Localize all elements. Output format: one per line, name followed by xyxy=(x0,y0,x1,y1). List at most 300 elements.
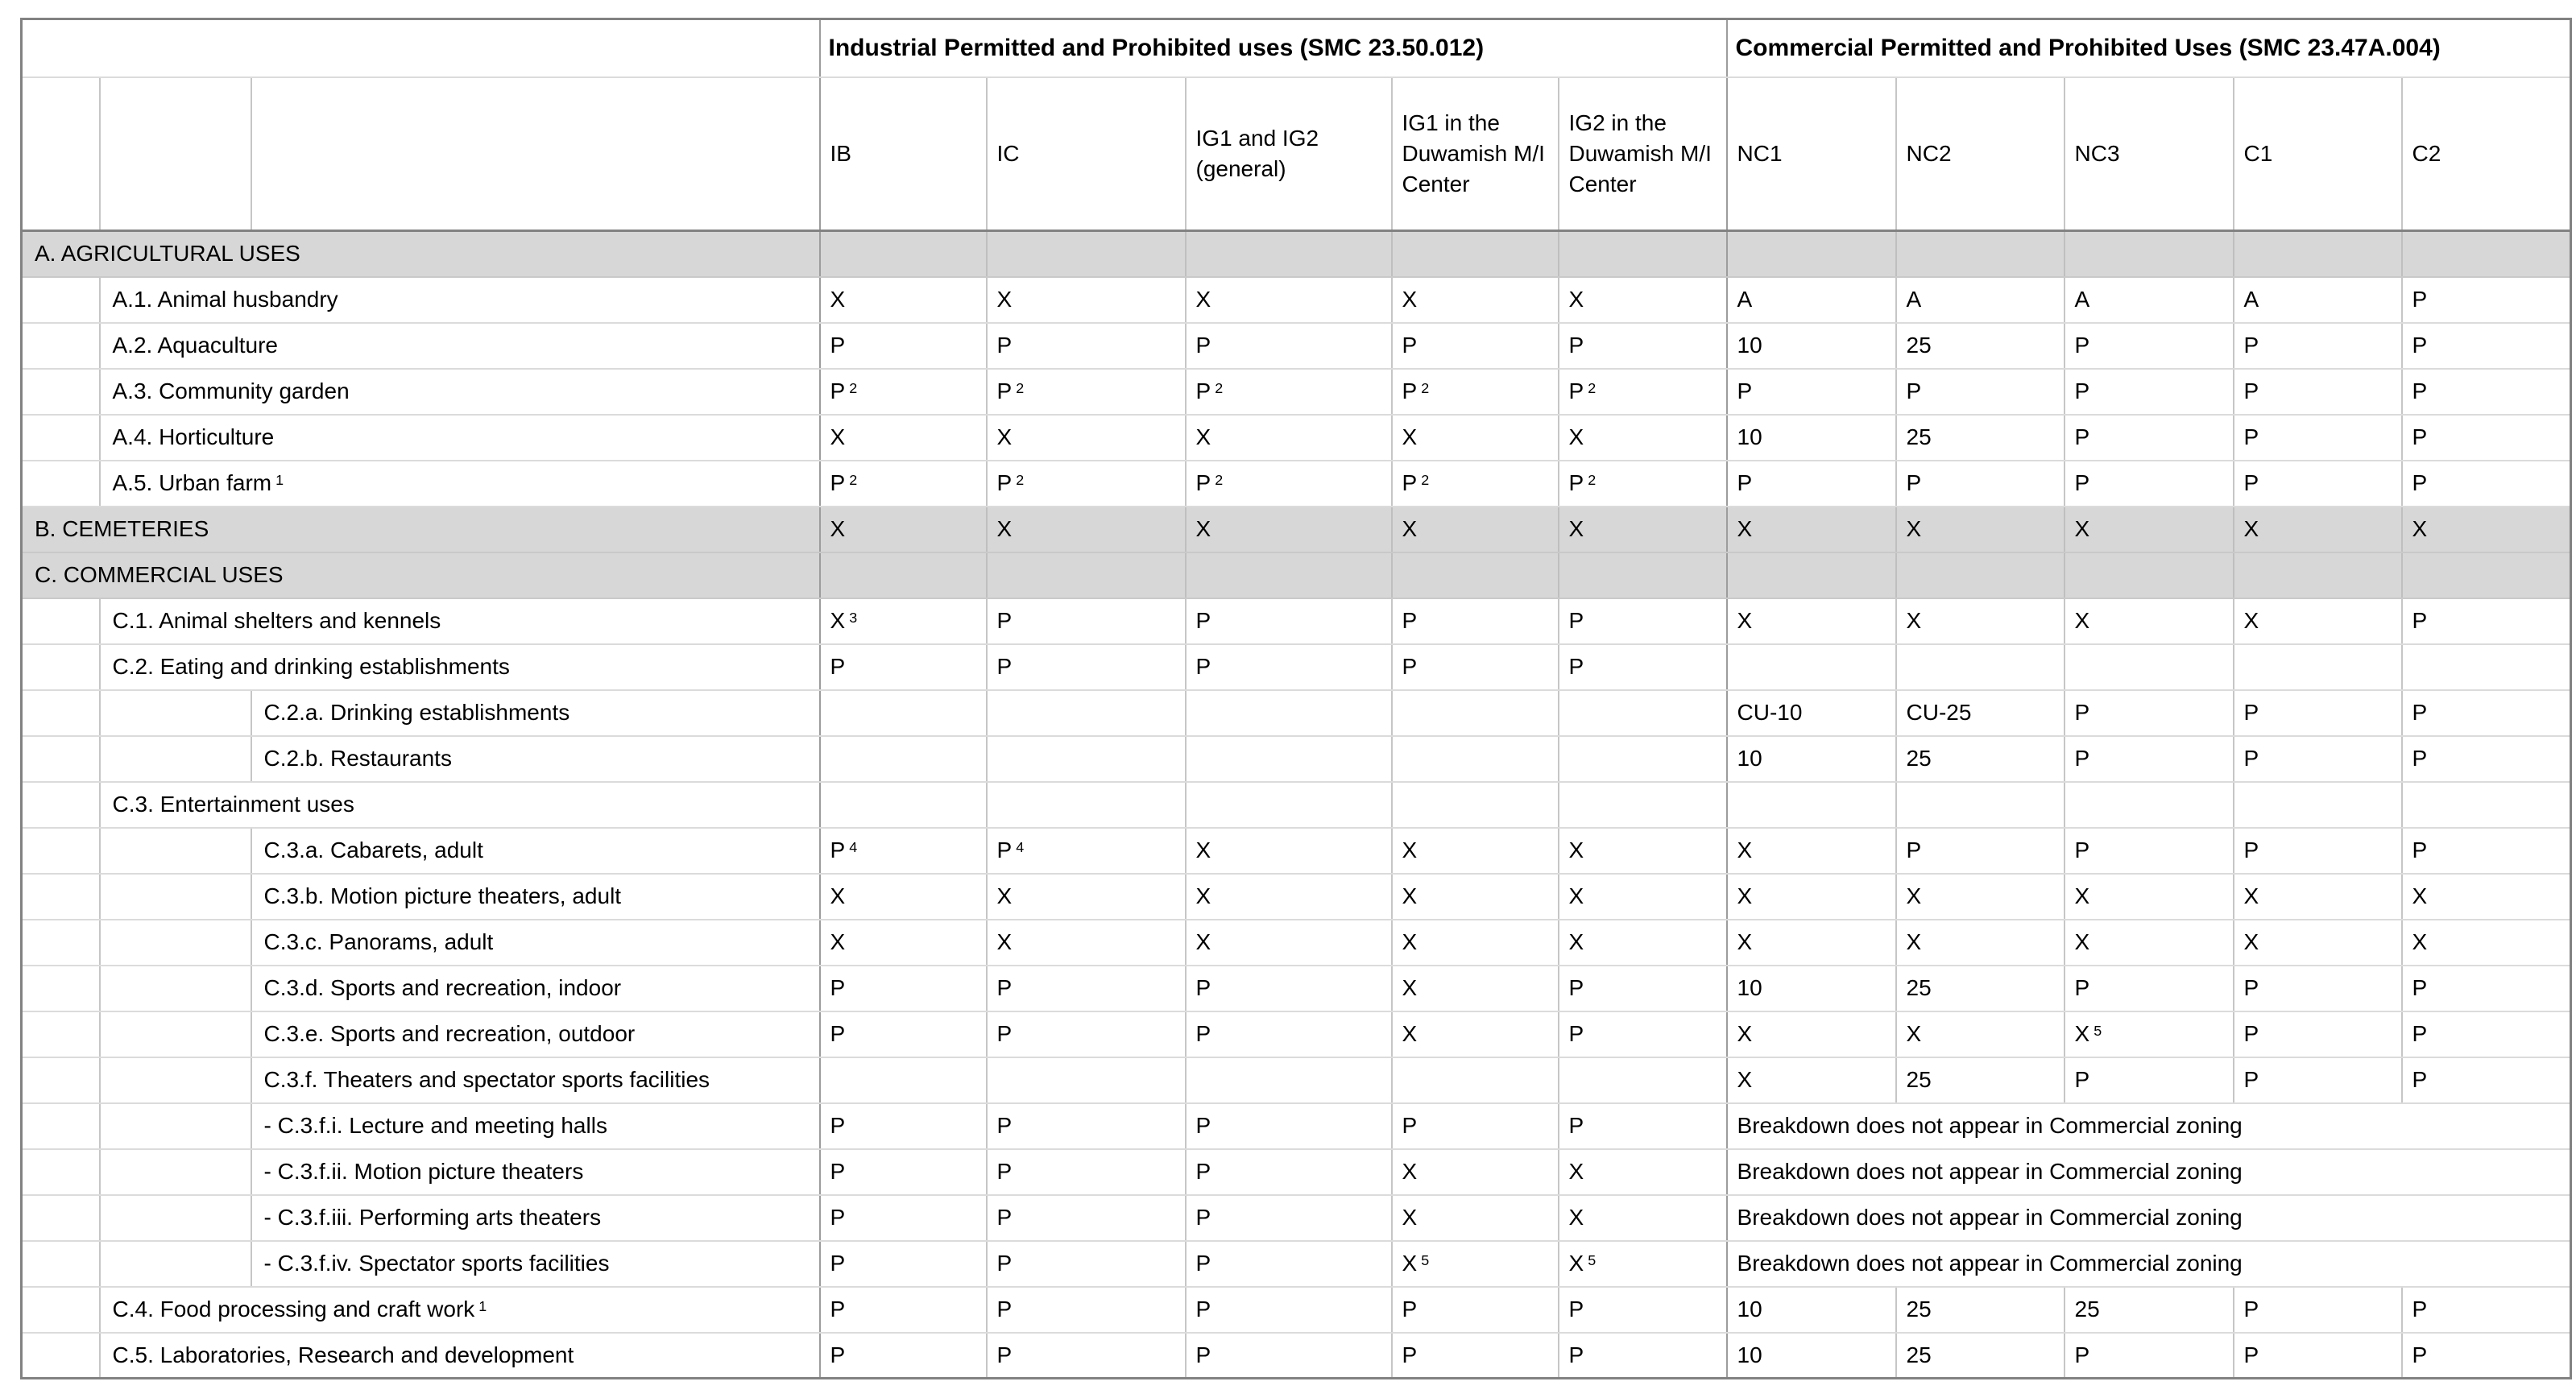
value-cell: P xyxy=(1559,598,1727,644)
indent-cell xyxy=(22,1057,100,1103)
value-cell xyxy=(2065,644,2234,690)
value-cell: P xyxy=(820,1149,987,1195)
column-header-ib: IB xyxy=(820,77,987,231)
use-row xyxy=(22,415,2571,461)
use-row xyxy=(22,1103,2571,1149)
value-cell: P xyxy=(987,1333,1186,1379)
value-cell xyxy=(2234,231,2402,277)
value-cell: X xyxy=(1392,277,1559,323)
value-cell xyxy=(1896,552,2065,598)
indent-cell xyxy=(100,1241,251,1287)
value-cell: X xyxy=(1392,966,1559,1011)
value-cell xyxy=(2402,782,2571,828)
value-cell: P xyxy=(2234,1057,2402,1103)
value-cell xyxy=(1186,690,1392,736)
use-row xyxy=(22,369,2571,415)
value-cell: X xyxy=(2065,920,2234,966)
value-cell: X xyxy=(987,415,1186,461)
value-cell: X xyxy=(820,507,987,552)
indent-cell xyxy=(22,1241,100,1287)
value-cell: P xyxy=(2065,966,2234,1011)
value-cell: P xyxy=(2402,966,2571,1011)
value-cell xyxy=(1727,644,1896,690)
footnote-marker: 5 xyxy=(1588,1251,1597,1268)
indent-cell xyxy=(22,1195,100,1241)
value-cell: A xyxy=(2234,277,2402,323)
value-cell: P xyxy=(2402,323,2571,369)
indent-cell xyxy=(100,1103,251,1149)
value-cell: P xyxy=(1896,369,2065,415)
value-cell xyxy=(2065,782,2234,828)
industrial-group-header: Industrial Permitted and Prohibited uses (SMC 23.50.012) xyxy=(820,19,1727,77)
footnote-marker: 4 xyxy=(1016,838,1025,855)
use-row xyxy=(22,1195,2571,1241)
value-cell: P $^2$ xyxy=(1392,461,1559,507)
use-row xyxy=(22,1241,2571,1287)
value-cell: X xyxy=(1392,1011,1559,1057)
value-cell: P xyxy=(1727,369,1896,415)
value-cell xyxy=(2065,552,2234,598)
value-cell: X xyxy=(2065,874,2234,920)
value-cell: P xyxy=(820,644,987,690)
value-cell: X xyxy=(1896,920,2065,966)
value-cell: 25 xyxy=(1896,1287,2065,1333)
indent-cell xyxy=(100,828,251,874)
indent-cell xyxy=(22,323,100,369)
use-label-cell: C.3. Entertainment uses xyxy=(100,782,820,828)
indent-cell xyxy=(100,690,251,736)
footnote-marker: 2 xyxy=(849,471,858,488)
section-row xyxy=(22,231,2571,277)
value-cell xyxy=(1186,1057,1392,1103)
use-row xyxy=(22,323,2571,369)
value-cell xyxy=(1392,231,1559,277)
use-label-cell: C.3.e. Sports and recreation, outdoor xyxy=(251,1011,820,1057)
value-cell xyxy=(1727,782,1896,828)
value-cell: X xyxy=(1896,874,2065,920)
value-cell: P xyxy=(2234,323,2402,369)
column-header-ig1-duwamish: IG1 in the Duwamish M/I Center xyxy=(1392,77,1559,231)
value-cell: P xyxy=(1392,598,1559,644)
indent-cell xyxy=(22,1333,100,1379)
value-cell: X xyxy=(987,507,1186,552)
value-cell: P xyxy=(2402,1057,2571,1103)
value-cell xyxy=(820,552,987,598)
value-cell: X xyxy=(1392,415,1559,461)
value-cell: P xyxy=(1559,644,1727,690)
value-cell: P xyxy=(2065,369,2234,415)
value-cell: X xyxy=(1896,598,2065,644)
indent-cell xyxy=(100,874,251,920)
value-cell: P xyxy=(987,1103,1186,1149)
value-cell xyxy=(820,231,987,277)
value-cell: P xyxy=(2402,1287,2571,1333)
value-cell: X $^5$ xyxy=(2065,1011,2234,1057)
value-cell: X xyxy=(1559,920,1727,966)
value-cell xyxy=(1559,231,1727,277)
value-cell xyxy=(987,552,1186,598)
value-cell xyxy=(1896,231,2065,277)
indent-cell xyxy=(22,782,100,828)
value-cell: CU-10 xyxy=(1727,690,1896,736)
zoning-table-body xyxy=(22,231,2571,1379)
use-label-cell: - C.3.f.ii. Motion picture theaters xyxy=(251,1149,820,1195)
value-cell: P $^4$ xyxy=(820,828,987,874)
value-cell: P xyxy=(2234,1333,2402,1379)
value-cell: X xyxy=(1186,277,1392,323)
value-cell xyxy=(820,1057,987,1103)
commercial-note-cell: Breakdown does not appear in Commercial zoning xyxy=(1727,1195,2571,1241)
footnote-marker: 3 xyxy=(849,609,858,626)
column-header-nc2: NC2 xyxy=(1896,77,2065,231)
value-cell: P xyxy=(2234,736,2402,782)
value-cell: 25 xyxy=(1896,736,2065,782)
use-label-cell: C.2. Eating and drinking establishments xyxy=(100,644,820,690)
value-cell: P $^2$ xyxy=(987,461,1186,507)
value-cell: P xyxy=(2402,1011,2571,1057)
value-cell: P xyxy=(1559,966,1727,1011)
value-cell: P xyxy=(2065,415,2234,461)
indent-cell xyxy=(100,1149,251,1195)
value-cell: P xyxy=(1186,644,1392,690)
section-label-cell: A. AGRICULTURAL USES xyxy=(22,231,820,277)
use-row xyxy=(22,598,2571,644)
value-cell xyxy=(1559,782,1727,828)
value-cell: X xyxy=(2065,598,2234,644)
footnote-marker: 2 xyxy=(849,379,858,396)
value-cell: A xyxy=(1727,277,1896,323)
value-cell: P xyxy=(2234,461,2402,507)
commercial-note-cell: Breakdown does not appear in Commercial zoning xyxy=(1727,1149,2571,1195)
value-cell: P xyxy=(987,1011,1186,1057)
section-label-cell: B. CEMETERIES xyxy=(22,507,820,552)
value-cell: P xyxy=(820,1333,987,1379)
value-cell: CU-25 xyxy=(1896,690,2065,736)
use-label-cell: C.1. Animal shelters and kennels xyxy=(100,598,820,644)
value-cell: P xyxy=(2065,690,2234,736)
indent-cell xyxy=(22,644,100,690)
section-row xyxy=(22,507,2571,552)
value-cell: P xyxy=(1727,461,1896,507)
value-cell xyxy=(2402,644,2571,690)
section-row xyxy=(22,552,2571,598)
value-cell: A xyxy=(1896,277,2065,323)
value-cell xyxy=(2234,644,2402,690)
use-label-cell: C.2.a. Drinking establishments xyxy=(251,690,820,736)
footnote-marker: 2 xyxy=(1421,379,1430,396)
indent-cell xyxy=(22,874,100,920)
indent-cell xyxy=(100,1011,251,1057)
value-cell: 10 xyxy=(1727,1333,1896,1379)
value-cell: P xyxy=(2234,1011,2402,1057)
footnote-marker: 2 xyxy=(1016,471,1025,488)
value-cell: 10 xyxy=(1727,323,1896,369)
column-header-c1: C1 xyxy=(2234,77,2402,231)
column-header-row xyxy=(22,77,2571,231)
indent-cell xyxy=(22,1103,100,1149)
value-cell xyxy=(987,690,1186,736)
value-cell: P xyxy=(987,1287,1186,1333)
value-cell: X xyxy=(1186,507,1392,552)
column-header-ig1-ig2: IG1 and IG2 (general) xyxy=(1186,77,1392,231)
value-cell: P xyxy=(1392,1103,1559,1149)
value-cell xyxy=(820,690,987,736)
use-row xyxy=(22,736,2571,782)
value-cell: X xyxy=(987,874,1186,920)
value-cell: X xyxy=(1392,920,1559,966)
value-cell: P xyxy=(2234,690,2402,736)
value-cell: X xyxy=(2065,507,2234,552)
column-header-nc3: NC3 xyxy=(2065,77,2234,231)
use-row xyxy=(22,782,2571,828)
value-cell xyxy=(820,782,987,828)
column-header-nc1: NC1 xyxy=(1727,77,1896,231)
value-cell: X xyxy=(1392,874,1559,920)
value-cell: P xyxy=(1186,1241,1392,1287)
corner-blank-cell xyxy=(22,19,820,77)
indent-cell xyxy=(100,1195,251,1241)
value-cell xyxy=(2234,782,2402,828)
value-cell: P xyxy=(820,1287,987,1333)
value-cell: P xyxy=(1559,1103,1727,1149)
use-label-cell: C.3.f. Theaters and spectator sports facilities xyxy=(251,1057,820,1103)
use-row xyxy=(22,644,2571,690)
value-cell xyxy=(1727,552,1896,598)
value-cell: P xyxy=(2402,828,2571,874)
value-cell: P xyxy=(2234,415,2402,461)
use-row xyxy=(22,874,2571,920)
value-cell: X xyxy=(1896,1011,2065,1057)
use-row xyxy=(22,966,2571,1011)
value-cell: P xyxy=(2402,736,2571,782)
use-label-cell: C.3.a. Cabarets, adult xyxy=(251,828,820,874)
value-cell: X xyxy=(2234,920,2402,966)
value-cell: X xyxy=(1559,828,1727,874)
value-cell: P xyxy=(1186,966,1392,1011)
zoning-use-table xyxy=(20,18,2572,1379)
value-cell xyxy=(1186,736,1392,782)
value-cell: X xyxy=(1559,874,1727,920)
value-cell xyxy=(1186,231,1392,277)
value-cell: P xyxy=(1392,1333,1559,1379)
value-cell: P xyxy=(1392,323,1559,369)
value-cell: X xyxy=(1727,920,1896,966)
value-cell: X xyxy=(1559,415,1727,461)
use-label-header-cell xyxy=(251,77,820,231)
column-header-ic: IC xyxy=(987,77,1186,231)
indent-cell xyxy=(100,1057,251,1103)
value-cell xyxy=(2234,552,2402,598)
value-cell: X xyxy=(987,920,1186,966)
value-cell xyxy=(1896,782,2065,828)
value-cell: P xyxy=(1186,1287,1392,1333)
value-cell: X xyxy=(1727,598,1896,644)
footnote-marker: 2 xyxy=(1421,471,1430,488)
value-cell: P xyxy=(2234,1287,2402,1333)
use-row xyxy=(22,828,2571,874)
use-row xyxy=(22,1057,2571,1103)
value-cell: P xyxy=(987,1195,1186,1241)
value-cell: P xyxy=(1186,1333,1392,1379)
value-cell xyxy=(987,231,1186,277)
commercial-group-header: Commercial Permitted and Prohibited Uses (SMC 23.47A.004) xyxy=(1727,19,2571,77)
value-cell: X xyxy=(1727,828,1896,874)
column-header-ig2-duwamish: IG2 in the Duwamish M/I Center xyxy=(1559,77,1727,231)
value-cell: P xyxy=(1559,1287,1727,1333)
use-label-cell: C.5. Laboratories, Research and development xyxy=(100,1333,820,1379)
use-row xyxy=(22,1333,2571,1379)
value-cell: P xyxy=(2065,461,2234,507)
value-cell: P xyxy=(820,323,987,369)
value-cell: X xyxy=(2234,874,2402,920)
value-cell: X xyxy=(820,277,987,323)
value-cell: P xyxy=(1186,1149,1392,1195)
value-cell xyxy=(1392,552,1559,598)
use-row xyxy=(22,1011,2571,1057)
value-cell xyxy=(1559,736,1727,782)
value-cell: P xyxy=(820,1195,987,1241)
use-label-cell: - C.3.f.i. Lecture and meeting halls xyxy=(251,1103,820,1149)
value-cell: P $^2$ xyxy=(987,369,1186,415)
value-cell: P xyxy=(2402,690,2571,736)
value-cell: X $^5$ xyxy=(1392,1241,1559,1287)
value-cell: X xyxy=(1896,507,2065,552)
footnote-marker: 2 xyxy=(1215,471,1224,488)
use-row xyxy=(22,920,2571,966)
value-cell xyxy=(1186,552,1392,598)
value-cell: P $^4$ xyxy=(987,828,1186,874)
value-cell: P xyxy=(1392,644,1559,690)
value-cell: X xyxy=(1392,828,1559,874)
value-cell xyxy=(1392,736,1559,782)
value-cell xyxy=(2065,231,2234,277)
footnote-marker: 2 xyxy=(1215,379,1224,396)
use-label-cell: A.4. Horticulture xyxy=(100,415,820,461)
section-label-cell: C. COMMERCIAL USES xyxy=(22,552,820,598)
value-cell: X xyxy=(1559,277,1727,323)
value-cell: P $^2$ xyxy=(1392,369,1559,415)
value-cell: P xyxy=(987,644,1186,690)
value-cell: 10 xyxy=(1727,966,1896,1011)
value-cell: X xyxy=(820,920,987,966)
footnote-marker: 5 xyxy=(1421,1251,1430,1268)
value-cell: 10 xyxy=(1727,736,1896,782)
value-cell: P xyxy=(2065,1333,2234,1379)
use-label-cell: C.2.b. Restaurants xyxy=(251,736,820,782)
value-cell: P xyxy=(2234,828,2402,874)
value-cell: A xyxy=(2065,277,2234,323)
indent-cell xyxy=(22,966,100,1011)
value-cell: X xyxy=(1392,1195,1559,1241)
value-cell: P xyxy=(1559,1333,1727,1379)
footnote-marker: 1 xyxy=(275,471,284,488)
value-cell: P xyxy=(1559,323,1727,369)
value-cell xyxy=(1727,231,1896,277)
value-cell: P xyxy=(2065,736,2234,782)
use-label-cell: A.2. Aquaculture xyxy=(100,323,820,369)
value-cell: P xyxy=(2065,1057,2234,1103)
group-header-row xyxy=(22,19,2571,77)
value-cell: 25 xyxy=(1896,966,2065,1011)
value-cell: P xyxy=(1186,1195,1392,1241)
value-cell xyxy=(2402,231,2571,277)
value-cell: X xyxy=(1727,1011,1896,1057)
value-cell: P xyxy=(1559,1011,1727,1057)
use-label-cell: - C.3.f.iv. Spectator sports facilities xyxy=(251,1241,820,1287)
indent-cell xyxy=(100,966,251,1011)
value-cell: X xyxy=(820,415,987,461)
value-cell: P $^2$ xyxy=(820,461,987,507)
footnote-marker: 4 xyxy=(849,838,858,855)
value-cell: 25 xyxy=(1896,415,2065,461)
value-cell: P xyxy=(2402,277,2571,323)
value-cell: P xyxy=(820,1011,987,1057)
use-label-cell: - C.3.f.iii. Performing arts theaters xyxy=(251,1195,820,1241)
indent-header-cell xyxy=(22,77,100,231)
use-label-cell: A.1. Animal husbandry xyxy=(100,277,820,323)
use-row xyxy=(22,461,2571,507)
value-cell: P xyxy=(1186,1011,1392,1057)
footnote-marker: 2 xyxy=(1588,471,1597,488)
indent-cell xyxy=(100,736,251,782)
indent-cell xyxy=(100,920,251,966)
value-cell xyxy=(2402,552,2571,598)
commercial-note-cell: Breakdown does not appear in Commercial zoning xyxy=(1727,1241,2571,1287)
use-label-cell: C.3.b. Motion picture theaters, adult xyxy=(251,874,820,920)
value-cell: 25 xyxy=(1896,323,2065,369)
value-cell: 10 xyxy=(1727,1287,1896,1333)
value-cell xyxy=(987,736,1186,782)
value-cell: X $^3$ xyxy=(820,598,987,644)
value-cell: X xyxy=(820,874,987,920)
value-cell: P xyxy=(2402,598,2571,644)
value-cell xyxy=(1896,644,2065,690)
value-cell: X xyxy=(1727,874,1896,920)
value-cell: P xyxy=(2402,1333,2571,1379)
use-label-cell: C.3.d. Sports and recreation, indoor xyxy=(251,966,820,1011)
value-cell: X xyxy=(2234,598,2402,644)
value-cell: X xyxy=(1559,1149,1727,1195)
value-cell: P xyxy=(2065,323,2234,369)
use-label-cell: A.5. Urban farm $^1$ xyxy=(100,461,820,507)
value-cell: P $^2$ xyxy=(1559,369,1727,415)
use-row xyxy=(22,1287,2571,1333)
value-cell: P $^2$ xyxy=(1559,461,1727,507)
value-cell: X xyxy=(1559,1195,1727,1241)
value-cell: X $^5$ xyxy=(1559,1241,1727,1287)
value-cell: P xyxy=(987,966,1186,1011)
footnote-marker: 2 xyxy=(1588,379,1597,396)
value-cell xyxy=(1392,782,1559,828)
value-cell: X xyxy=(2402,507,2571,552)
value-cell: 25 xyxy=(1896,1057,2065,1103)
value-cell: P $^2$ xyxy=(1186,461,1392,507)
footnote-marker: 1 xyxy=(478,1297,487,1314)
value-cell: P xyxy=(820,1103,987,1149)
value-cell xyxy=(1392,690,1559,736)
value-cell: X xyxy=(1186,920,1392,966)
value-cell: P xyxy=(987,598,1186,644)
indent-header-cell xyxy=(100,77,251,231)
value-cell xyxy=(1559,1057,1727,1103)
value-cell: P xyxy=(2065,828,2234,874)
value-cell: P xyxy=(2234,966,2402,1011)
commercial-note-cell: Breakdown does not appear in Commercial zoning xyxy=(1727,1103,2571,1149)
value-cell xyxy=(1559,690,1727,736)
value-cell xyxy=(987,1057,1186,1103)
value-cell: X xyxy=(1186,874,1392,920)
value-cell: P xyxy=(1896,461,2065,507)
